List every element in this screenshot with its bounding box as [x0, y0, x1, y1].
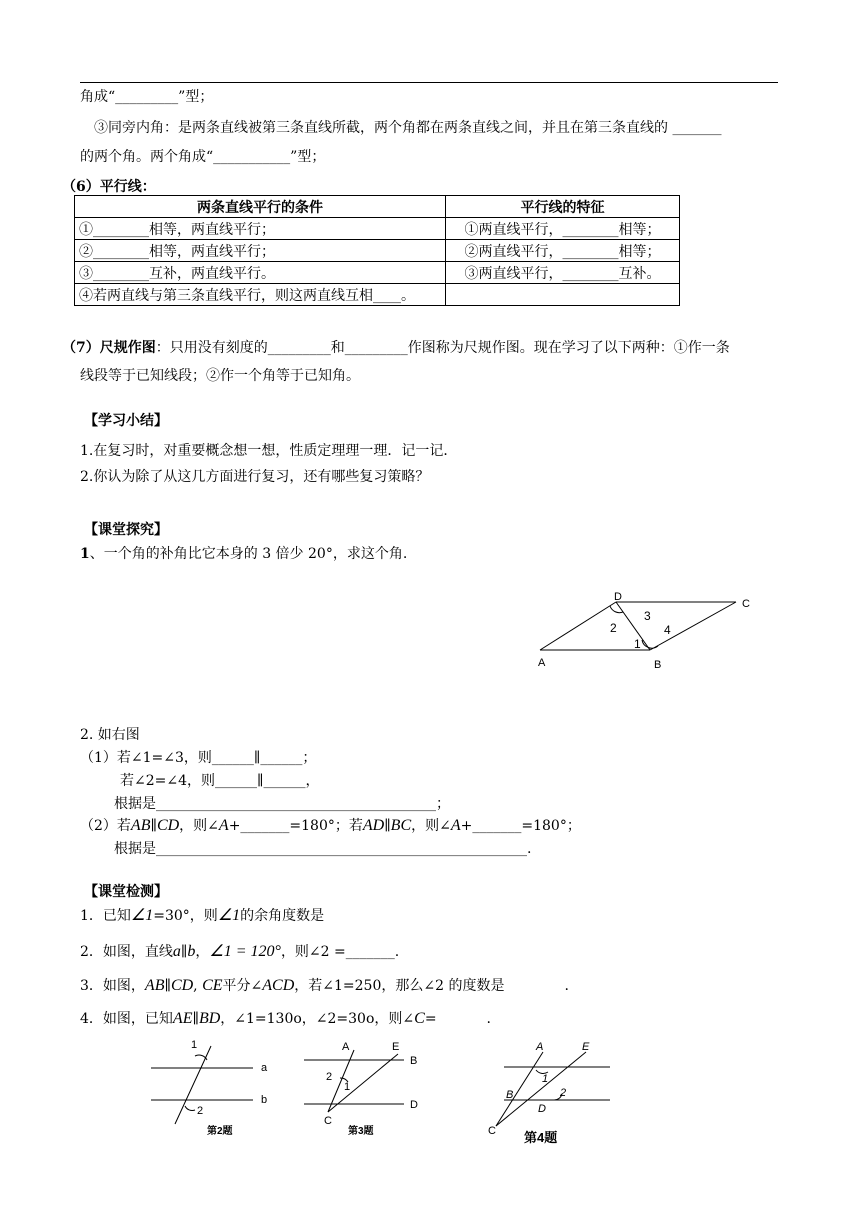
label-C: C	[324, 1115, 332, 1127]
sec7-line2: 线段等于已知线段；②作一个角等于已知角。	[80, 368, 360, 384]
sec6-heading: （6）平行线：	[62, 179, 156, 195]
table-cell: ③________互补，两直线平行。	[75, 262, 446, 284]
text: +_______=180°；若	[228, 818, 363, 834]
math-BD: BD	[198, 1010, 221, 1027]
table-cell: ②________相等，两直线平行；	[75, 240, 446, 262]
col-properties: 平行线的特征	[446, 196, 680, 218]
q1-text: 、一个角的补角比它本身的 3 倍少 20°，求这个角.	[89, 546, 408, 562]
text: ，则∠	[179, 818, 219, 834]
check-q4	[80, 1008, 491, 1028]
math-AB: AB	[130, 817, 151, 834]
math-AE: AE	[172, 1010, 193, 1027]
text: .	[486, 1011, 491, 1027]
sec5-line2: ③同旁内角：是两条直线被第三条直线所截，两个角都在两条直线之间，并且在第三条直线的 _______	[94, 120, 722, 136]
label-B: B	[654, 659, 662, 671]
sec7-line1	[62, 337, 730, 357]
caption-q4: 第4题	[524, 1130, 558, 1145]
sec5-line3: 的两个角。两个角成“___________”型；	[80, 149, 326, 165]
math-b: b	[187, 943, 196, 960]
label-2: 2	[197, 1105, 204, 1117]
text: ，若∠1=250，那么∠2 的度数是	[294, 978, 505, 994]
sec5-line1: 角成“_________”型；	[80, 89, 214, 105]
angle-3: 3	[644, 609, 651, 623]
caption-q2: 第2题	[207, 1126, 233, 1137]
label-C: C	[742, 598, 750, 610]
parallelogram-figure	[530, 590, 770, 675]
text: 平分∠	[222, 978, 263, 994]
label-E: E	[582, 1041, 590, 1053]
text: 3．如图，	[80, 978, 145, 994]
text: ,	[193, 978, 203, 994]
sec7-text: ：只用没有刻度的_________和_________作图称为尺规作图。现在学习了以下两种：①作一条	[155, 340, 730, 356]
label-E: E	[392, 1041, 400, 1053]
label-1: 1	[542, 1073, 549, 1085]
math-A: A	[450, 817, 461, 834]
label-A: A	[342, 1041, 350, 1053]
angle-1: 1	[634, 637, 641, 651]
segment-cb	[650, 602, 736, 650]
text: 2．如图，直线	[80, 944, 173, 960]
text: 4．如图，已知	[80, 1011, 173, 1027]
check-q2	[80, 941, 399, 961]
label-A: A	[538, 657, 546, 669]
text: ，∠1=130o，∠2=30o，则∠	[220, 1011, 415, 1027]
header-rule	[80, 82, 778, 83]
math-BC: BC	[390, 817, 412, 834]
math-AB: AB	[144, 977, 165, 994]
figure-q2	[145, 1038, 285, 1138]
check-q3	[80, 975, 569, 995]
label-1: 1	[191, 1039, 198, 1051]
math-angle1: ∠1	[217, 907, 241, 924]
arc-2	[185, 1106, 195, 1111]
summary-heading: 【学习小结】	[84, 413, 168, 429]
check-heading: 【课堂检测】	[84, 884, 168, 900]
line-ca	[496, 1052, 543, 1126]
explore-heading: 【课堂探究】	[84, 522, 168, 538]
label-a: a	[261, 1062, 268, 1074]
parallel-symbol: ∥	[164, 978, 171, 994]
explore-q2-p1c: 根据是________________________________________；	[114, 796, 450, 812]
text: ，则∠2 =_______.	[280, 944, 400, 960]
label-b: b	[261, 1094, 268, 1106]
figure-q4	[486, 1038, 626, 1146]
text: ，	[195, 944, 210, 960]
text: =30°，则	[153, 908, 218, 924]
table-cell: ③两直线平行，________互补。	[446, 262, 680, 284]
label-B: B	[410, 1055, 418, 1067]
table-cell	[446, 284, 680, 306]
text: （2）若	[80, 818, 131, 834]
q1-number: 1	[80, 546, 90, 562]
label-D: D	[614, 591, 622, 603]
parallel-symbol: ∥	[150, 818, 157, 834]
sec7-label: （7）尺规作图	[62, 340, 156, 356]
text: 1．已知	[80, 908, 131, 924]
parallel-table	[74, 195, 680, 306]
math-ACD: ACD	[262, 977, 295, 994]
angle-arc-b	[642, 640, 658, 648]
math-eq: ∠1 = 120°	[209, 943, 281, 960]
text: 的余角度数是	[240, 908, 325, 924]
explore-q1	[80, 543, 407, 563]
explore-q2-p2b: 根据是_____________________________________________________.	[114, 841, 532, 857]
math-CE: CE	[202, 977, 223, 994]
text: ，则∠	[411, 818, 451, 834]
text: .	[564, 978, 569, 994]
math-AD: AD	[362, 817, 385, 834]
col-conditions: 两条直线平行的条件	[75, 196, 446, 218]
caption-q3: 第3题	[348, 1126, 374, 1137]
label-B: B	[506, 1089, 514, 1101]
math-CD: CD	[170, 977, 194, 994]
figure-q3	[298, 1038, 438, 1138]
math-a: a	[172, 943, 181, 960]
table-cell: ①________相等，两直线平行；	[75, 218, 446, 240]
text: +_______=180°；	[460, 818, 581, 834]
segment-ad	[540, 602, 616, 650]
explore-q2-p1b: 若∠2=∠4，则______∥______，	[120, 773, 320, 789]
explore-q2-p1a: （1）若∠1=∠3，则______∥______；	[80, 750, 317, 766]
explore-q2-p2	[80, 815, 581, 835]
summary-item-2: 2.你认为除了从这几方面进行复习，还有哪些复习策略？	[80, 469, 430, 485]
label-D: D	[410, 1099, 418, 1111]
label-C: C	[488, 1125, 496, 1137]
explore-q2-intro: 2. 如右图	[80, 727, 140, 743]
angle-4: 4	[664, 623, 671, 637]
text: =	[424, 1011, 437, 1027]
math-CD: CD	[156, 817, 180, 834]
summary-item-1: 1.在复习时，对重要概念想一想，性质定理理一理．记一记．	[80, 443, 458, 459]
math-C: C	[414, 1010, 425, 1027]
check-q1	[80, 905, 324, 925]
label-A: A	[536, 1041, 544, 1053]
parallel-symbol: ∥	[180, 944, 188, 960]
parallel-symbol: ∥	[384, 818, 391, 834]
label-D: D	[538, 1103, 546, 1115]
label-1: 1	[344, 1081, 351, 1093]
table-cell: ②两直线平行，________相等；	[446, 240, 680, 262]
math-A: A	[218, 817, 229, 834]
math-angle1: ∠1	[130, 907, 154, 924]
label-2: 2	[560, 1087, 567, 1099]
label-2: 2	[326, 1071, 333, 1083]
line-ce	[328, 1054, 398, 1112]
table-cell: ④若两直线与第三条直线平行，则这两直线互相____。	[75, 284, 446, 306]
table-cell: ①两直线平行，________相等；	[446, 218, 680, 240]
parallel-symbol: ∥	[192, 1011, 199, 1027]
angle-2: 2	[610, 621, 617, 635]
